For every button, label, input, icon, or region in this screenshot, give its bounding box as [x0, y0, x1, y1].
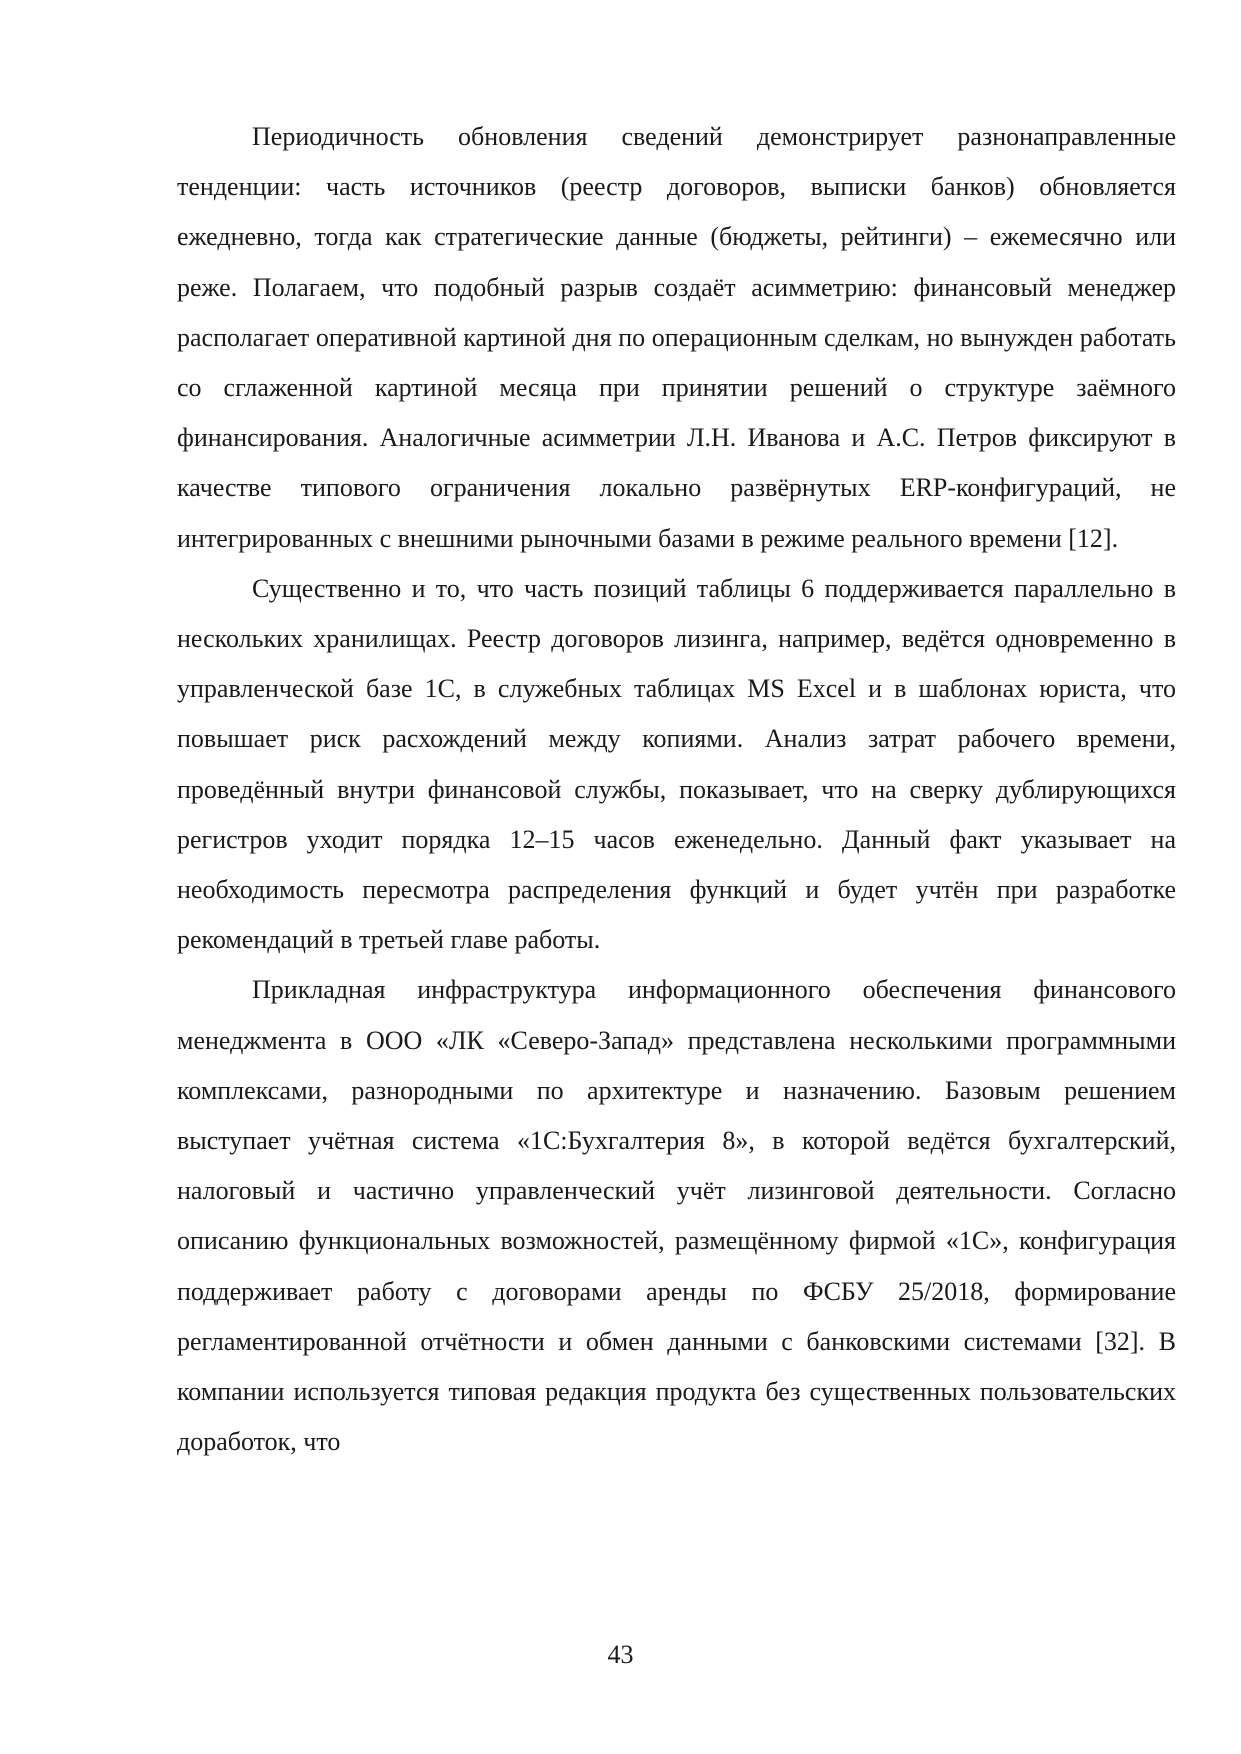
paragraph-2: Существенно и то, что часть позиций таблицы 6 поддерживается параллельно в нескольких хранилищах. Реестр договоров лизинга, например, ведётся одновременно в управленческой базе 1С, в служебных таблицах MS Excel и в шаблонах юриста, что повышает риск расхождений между копиями. Анализ затрат рабочего времени, проведённый внутри финансовой службы, показывает, что на сверку дублирующихся регистров уходит порядка 12–15 часов еженедельно. Данный факт указывает на необходимость пересмотра распределения функций и будет учтён при разработке рекомендаций в третьей главе работы. — [177, 573, 1176, 955]
paragraph-3: Прикладная инфраструктура информационного обеспечения финансового менеджмента в ООО «ЛК «Северо-Запад» представлена несколькими программными комплексами, разнородными по архитектуре и назначению. Базовым решением выступает учётная система «1С:Бухгалтерия 8», в которой ведётся бухгалтерский, налоговый и частично управленческий учёт лизинговой деятельности. Согласно описанию функциональных возможностей, размещённому фирмой «1С», конфигурация поддерживает работу с договорами аренды по ФСБУ 25/2018, формирование регламентированной отчётности и обмен данными с банковскими системами [32]. В компании используется типовая редакция продукта без существенных пользовательских доработок, что — [177, 975, 1176, 1457]
page-number: 43 — [607, 1640, 634, 1669]
body-text — [177, 112, 1176, 1467]
paragraph-1: Периодичность обновления сведений демонстрирует разнонаправленные тенденции: часть источников (реестр договоров, выписки банков) обновляется ежедневно, тогда как стратегические данные (бюджеты, рейтинги) – ежемесячно или реже. Полагаем, что подобный разрыв создаёт асимметрию: финансовый менеджер располагает оперативной картиной дня по операционным сделкам, но вынужден работать со сглаженной картиной месяца при принятии решений о структуре заёмного финансирования. Аналогичные асимметрии Л.Н. Иванова и А.С. Петров фиксируют в качестве типового ограничения локально развёрнутых ERP-конфигураций, не интегрированных с внешними рыночными базами в режиме реального времени [12]. — [177, 122, 1176, 553]
